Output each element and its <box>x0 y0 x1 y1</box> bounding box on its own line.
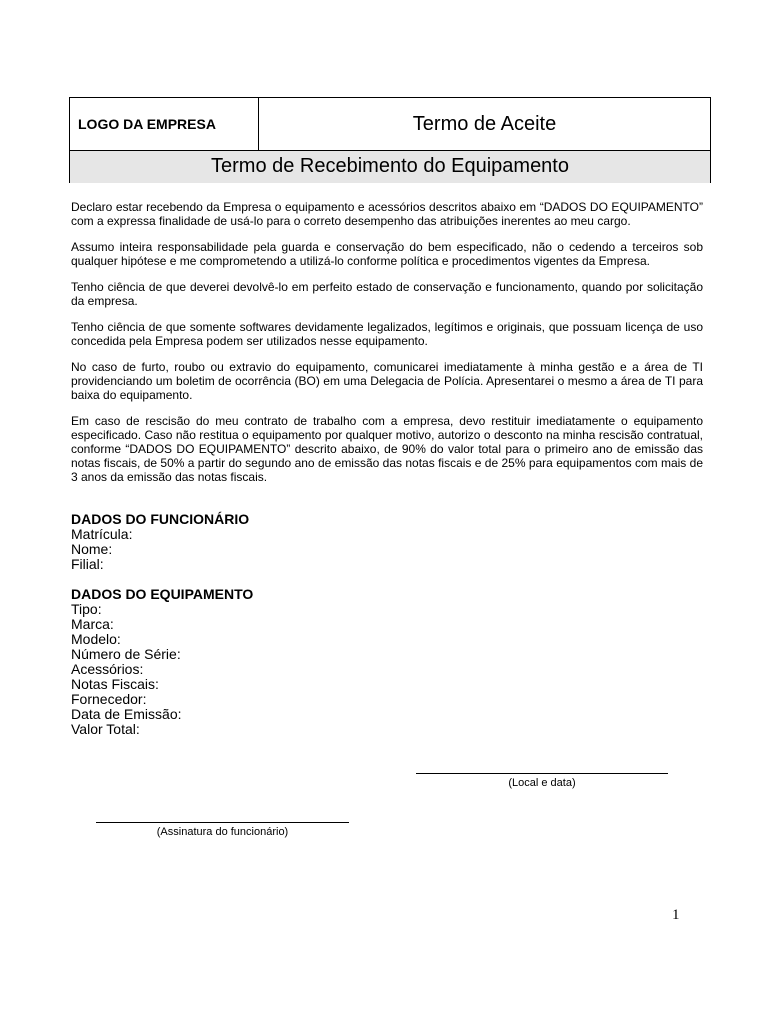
paragraph: No caso de furto, roubo ou extravio do equipamento, comunicarei imediatamente à minha gestão e a área de TI providenciando um boletim de ocorrência (BO) em uma Delegacia de Polícia. Apresentarei o mesmo a área de TI para baixa do equipamento. <box>71 360 703 402</box>
field-label: Matrícula: <box>71 526 133 542</box>
section-title: DADOS DO EQUIPAMENTO <box>71 586 254 602</box>
document-subtitle: Termo de Recebimento do Equipamento <box>70 151 710 183</box>
employee-signature <box>96 822 349 838</box>
signature-line <box>96 822 349 823</box>
field-label: Acessórios: <box>71 661 144 677</box>
place-date-caption: (Local e data) <box>508 777 576 789</box>
field-label: Valor Total: <box>71 721 140 737</box>
field-label: Nome: <box>71 541 113 557</box>
section-title: DADOS DO FUNCIONÁRIO <box>71 511 250 527</box>
field-label: Número de Série: <box>71 646 181 662</box>
field-label: Marca: <box>71 616 114 632</box>
page-number: 1 <box>672 907 680 923</box>
paragraph: Em caso de rescisão do meu contrato de trabalho com a empresa, devo restituir imediatamente o equipamento especificado. Caso não restitua o equipamento por qualquer motivo, autorizo o desconto na minha rescisão contratual, conforme “DADOS DO EQUIPAMENTO” descrito abaixo, de 90% do valor total para o primeiro ano de emissão das notas fiscais, de 50% a partir do segundo ano de emissão das notas fiscais e de 25% para equipamentos com mais de 3 anos da emissão das notas fiscais. <box>71 414 703 484</box>
employee-data-section <box>71 512 471 572</box>
equipment-data-section <box>71 587 471 737</box>
paragraph: Assumo inteira responsabilidade pela guarda e conservação do bem especificado, não o cedendo a terceiros sob qualquer hipótese e me comprometendo a utilizá-lo conforme política e procedimentos vigentes da Empresa. <box>71 240 703 268</box>
header-table <box>69 97 711 183</box>
company-logo-placeholder: LOGO DA EMPRESA <box>70 98 259 150</box>
paragraph: Tenho ciência de que deverei devolvê-lo em perfeito estado de conservação e funcionamento, quando por solicitação da empresa. <box>71 280 703 308</box>
field-label: Data de Emissão: <box>71 706 182 722</box>
field-label: Fornecedor: <box>71 691 147 707</box>
field-label: Filial: <box>71 556 104 572</box>
field-label: Tipo: <box>71 601 102 617</box>
place-date-signature <box>416 773 668 789</box>
signature-line <box>416 773 668 774</box>
header-top-row <box>70 98 710 151</box>
field-label: Notas Fiscais: <box>71 676 159 692</box>
field-label: Modelo: <box>71 631 121 647</box>
paragraph: Tenho ciência de que somente softwares devidamente legalizados, legítimos e originais, que possuam licença de uso concedida pela Empresa podem ser utilizados nesse equipamento. <box>71 320 703 348</box>
paragraph: Declaro estar recebendo da Empresa o equipamento e acessórios descritos abaixo em “DADOS DO EQUIPAMENTO” com a expressa finalidade de usá-lo para o correto desempenho das atribuições inerentes ao meu cargo. <box>71 200 703 228</box>
body-text <box>71 200 703 496</box>
document-title: Termo de Aceite <box>412 113 557 135</box>
employee-signature-caption: (Assinatura do funcionário) <box>156 826 289 838</box>
